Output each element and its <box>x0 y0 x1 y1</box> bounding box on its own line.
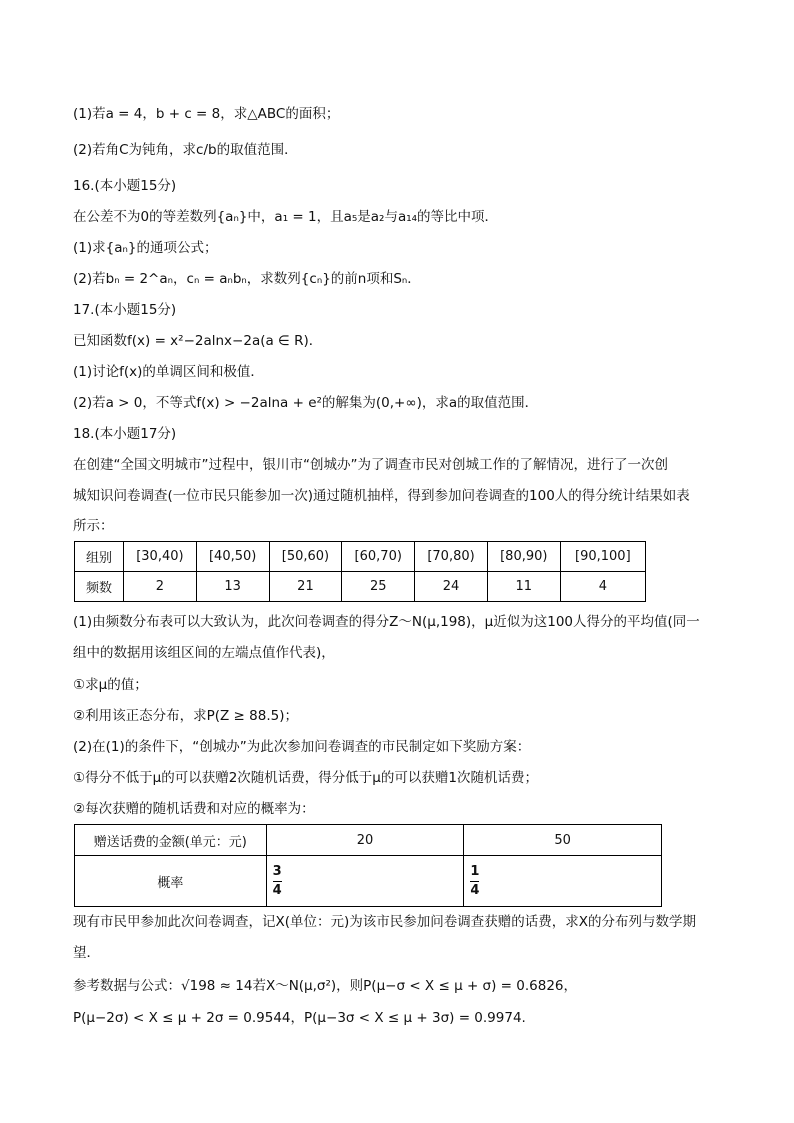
fraction <box>273 865 282 898</box>
q18-part2-question-line1: 现有市民甲参加此次问卷调查，记X(单位：元)为该市民参加问卷调查获赠的话费，求X的分布列与数学期 <box>73 914 697 930</box>
q18-part2-question-line2: 望． <box>73 945 100 961</box>
q16-part1: (1)求{aₙ}的通项公式； <box>73 240 218 256</box>
q18-part2-line1: (2)在(1)的条件下，“创城办”为此次参加问卷调查的市民制定如下奖励方案： <box>73 739 531 755</box>
fraction-denominator: 4 <box>272 883 282 898</box>
table-cell: 2 <box>124 572 197 602</box>
q15-part1: (1)若a = 4，b + c = 8，求△ABC的面积； <box>73 106 340 122</box>
table-cell: [80,90) <box>487 542 560 572</box>
q18-stem-line2: 城知识问卷调查(一位市民只能参加一次)通过随机抽样，得到参加问卷调查的100人的得分统计结果如表 <box>73 488 690 504</box>
q18-part2-sub2: ②每次获赠的随机话费和对应的概率为： <box>73 801 315 817</box>
fraction-bar <box>470 881 479 882</box>
q18-part1-line2: 组中的数据用该组区间的左端点值作代表)， <box>73 645 335 661</box>
table-cell: [70,80) <box>415 542 488 572</box>
table-header-cell: 组别 <box>75 542 124 572</box>
table-cell: 13 <box>196 572 269 602</box>
q15-part2: (2)若角C为钝角，求c/b的取值范围． <box>73 142 298 158</box>
q16-heading: 16.(本小题15分) <box>73 178 177 194</box>
fraction-bar <box>273 881 282 882</box>
table-cell: 11 <box>487 572 560 602</box>
q18-part1-line1: (1)由频数分布表可以大致认为，此次问卷调查的得分Z～N(μ,198)，μ近似为这100人得分的平均值(同一 <box>73 614 700 630</box>
table-cell: 50 <box>464 825 662 856</box>
table-row <box>75 542 646 572</box>
table-header-cell: 概率 <box>75 856 267 907</box>
frequency-table <box>74 541 646 602</box>
table-cell: [90,100] <box>560 542 645 572</box>
table-header-cell: 频数 <box>75 572 124 602</box>
fraction <box>470 865 479 898</box>
table-cell: 20 <box>266 825 464 856</box>
table-cell: 24 <box>415 572 488 602</box>
reference-data-line1: 参考数据与公式：√198 ≈ 14若X～N(μ,σ²)，则P(μ−σ < X ≤ μ + σ) = 0.6826， <box>73 978 578 994</box>
q18-stem-line1: 在创建“全国文明城市”过程中，银川市“创城办”为了调查市民对创城工作的了解情况，进行了一次创 <box>73 457 668 473</box>
table-cell: 25 <box>342 572 415 602</box>
q17-heading: 17.(本小题15分) <box>73 302 177 318</box>
q18-part2-sub1: ①得分不低于μ的可以获赠2次随机话费，得分低于μ的可以获赠1次随机话费； <box>73 770 538 786</box>
q18-heading: 18.(本小题17分) <box>73 426 177 442</box>
table-row <box>75 572 646 602</box>
table-cell <box>464 856 662 907</box>
table-cell: 21 <box>269 572 342 602</box>
q17-part2: (2)若a > 0，不等式f(x) > −2alna + e²的解集为(0,+∞)，求a的取值范围． <box>73 395 539 411</box>
fraction-numerator: 1 <box>470 864 480 879</box>
q16-stem: 在公差不为0的等差数列{aₙ}中，a₁ = 1，且a₅是a₂与a₁₄的等比中项． <box>73 209 499 225</box>
table-cell: [50,60) <box>269 542 342 572</box>
q17-stem: 已知函数f(x) = x²−2alnx−2a(a ∈ R)． <box>73 333 323 349</box>
table-cell <box>266 856 464 907</box>
q18-stem-line3: 所示： <box>73 518 114 534</box>
table-cell: 4 <box>560 572 645 602</box>
table-row <box>75 856 662 907</box>
table-cell: [40,50) <box>196 542 269 572</box>
fraction-denominator: 4 <box>470 883 480 898</box>
table-header-cell: 赠送话费的金额(单元：元) <box>75 825 267 856</box>
reference-data-line2: P(μ−2σ) < X ≤ μ + 2σ = 0.9544，P(μ−3σ < X ≤ μ + 3σ) = 0.9974. <box>73 1010 526 1026</box>
reward-table <box>74 824 662 907</box>
q18-part1-sub1: ①求μ的值； <box>73 677 148 693</box>
table-cell: [60,70) <box>342 542 415 572</box>
q17-part1: (1)讨论f(x)的单调区间和极值． <box>73 364 264 380</box>
fraction-numerator: 3 <box>272 864 282 879</box>
q16-part2: (2)若bₙ = 2^aₙ，cₙ = aₙbₙ，求数列{cₙ}的前n项和Sₙ． <box>73 271 421 287</box>
table-row <box>75 825 662 856</box>
table-cell: [30,40) <box>124 542 197 572</box>
q18-part1-sub2: ②利用该正态分布，求P(Z ≥ 88.5)； <box>73 708 298 724</box>
